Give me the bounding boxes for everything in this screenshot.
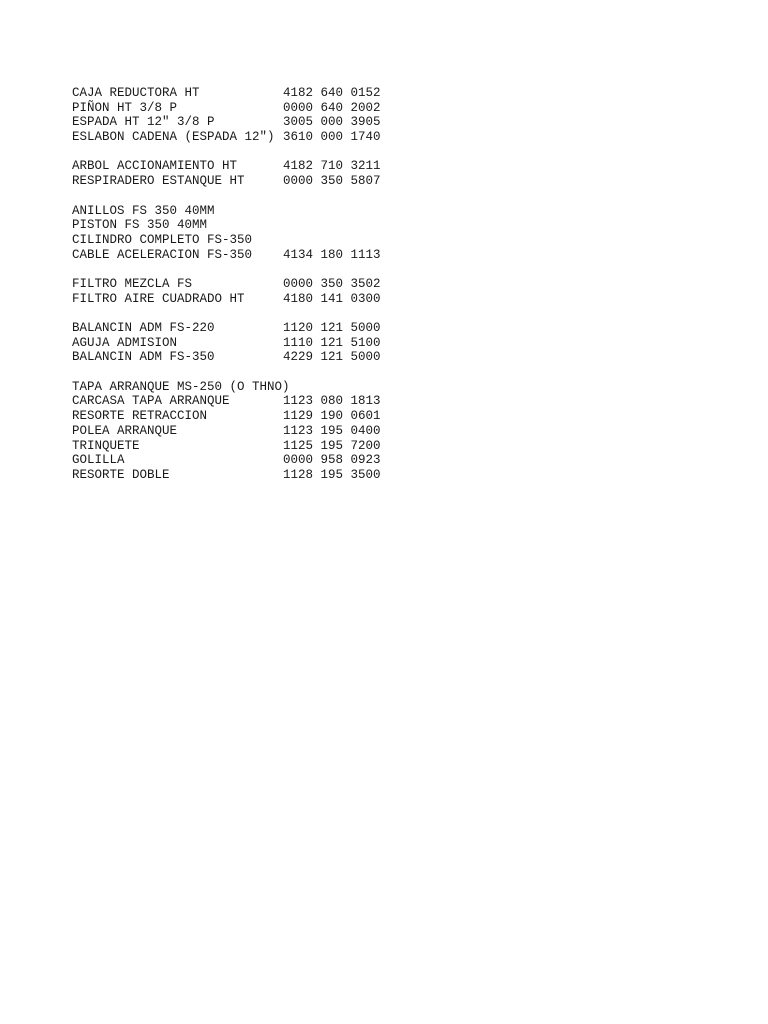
group-spacer <box>72 145 381 160</box>
parts-group <box>72 321 381 365</box>
part-row <box>72 350 381 365</box>
part-row <box>72 174 381 189</box>
part-code: 1120 121 5000 <box>283 321 381 335</box>
part-code: 0000 958 0923 <box>283 453 381 468</box>
parts-group <box>72 159 381 188</box>
part-code: 1128 195 3500 <box>283 467 381 482</box>
part-row <box>72 453 381 468</box>
part-description: CARCASA TAPA ARRANQUE <box>72 394 230 409</box>
part-row <box>72 277 381 292</box>
part-code: 1125 195 7200 <box>283 438 381 453</box>
group-spacer <box>72 306 381 321</box>
part-code: 4182 710 3211 <box>283 159 381 174</box>
part-description: RESPIRADERO ESTANQUE HT <box>72 174 245 189</box>
part-row <box>72 321 381 336</box>
part-code: 3005 000 3905 <box>283 115 381 130</box>
part-code: 0000 640 2002 <box>283 100 381 115</box>
part-description: CILINDRO COMPLETO FS-350 <box>72 232 253 247</box>
part-description: POLEA ARRANQUE <box>72 423 178 438</box>
part-row <box>72 204 381 219</box>
part-code: 1123 080 1813 <box>283 394 381 409</box>
part-description: ESLABON CADENA (ESPADA 12") <box>72 130 275 145</box>
part-code: 4182 640 0152 <box>283 86 381 100</box>
part-description: RESORTE DOBLE <box>72 467 170 482</box>
group-spacer <box>72 262 381 277</box>
parts-group <box>72 86 381 145</box>
part-description: RESORTE RETRACCION <box>72 409 208 424</box>
part-row <box>72 336 381 351</box>
part-row <box>72 101 381 116</box>
part-row <box>72 86 381 101</box>
part-row <box>72 115 381 130</box>
part-row <box>72 218 381 233</box>
part-row <box>72 409 381 424</box>
part-description: FILTRO AIRE CUADRADO HT <box>72 291 245 306</box>
part-row <box>72 468 381 483</box>
part-code: 4134 180 1113 <box>283 247 381 262</box>
part-description: PISTON FS 350 40MM <box>72 218 208 233</box>
part-description: PIÑON HT 3/8 P <box>72 100 178 115</box>
part-description: GOLILLA <box>72 453 125 468</box>
part-row <box>72 292 381 307</box>
part-code: 0000 350 5807 <box>283 174 381 189</box>
part-description: ANILLOS FS 350 40MM <box>72 203 215 218</box>
group-spacer <box>72 365 381 380</box>
part-description: BALANCIN ADM FS-350 <box>72 350 215 365</box>
part-code: 4180 141 0300 <box>283 291 381 306</box>
parts-group <box>72 204 381 263</box>
part-row <box>72 248 381 263</box>
parts-group <box>72 277 381 306</box>
part-row <box>72 380 381 395</box>
parts-group <box>72 380 381 483</box>
part-row <box>72 130 381 145</box>
part-description: ARBOL ACCIONAMIENTO HT <box>72 159 238 174</box>
part-code: 1110 121 5100 <box>283 335 381 350</box>
part-description: TAPA ARRANQUE MS-250 (O THNO) <box>72 379 290 394</box>
part-code: 1129 190 0601 <box>283 409 381 424</box>
part-code: 1123 195 0400 <box>283 423 381 438</box>
part-description: CABLE ACELERACION FS-350 <box>72 247 253 262</box>
part-description: CAJA REDUCTORA HT <box>72 86 200 100</box>
parts-list-document <box>72 86 381 483</box>
part-description: FILTRO MEZCLA FS <box>72 276 193 291</box>
part-description: BALANCIN ADM FS-220 <box>72 321 215 335</box>
part-code: 4229 121 5000 <box>283 350 381 365</box>
part-row <box>72 424 381 439</box>
part-code: 0000 350 3502 <box>283 276 381 291</box>
part-row <box>72 159 381 174</box>
part-description: AGUJA ADMISION <box>72 335 178 350</box>
part-row <box>72 233 381 248</box>
group-spacer <box>72 189 381 204</box>
part-code: 3610 000 1740 <box>283 130 381 145</box>
part-description: ESPADA HT 12" 3/8 P <box>72 115 215 130</box>
part-description: TRINQUETE <box>72 438 140 453</box>
part-row <box>72 394 381 409</box>
part-row <box>72 439 381 454</box>
